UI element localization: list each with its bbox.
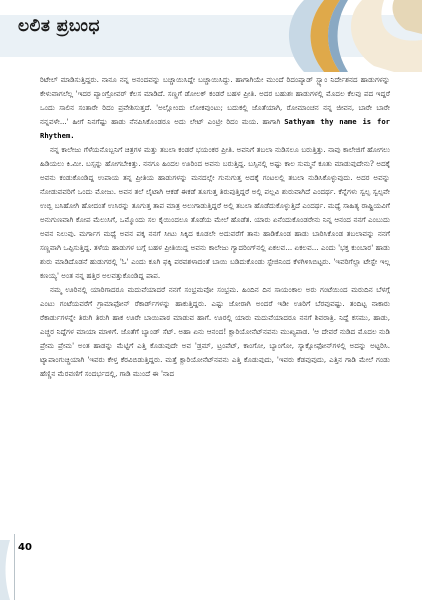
article-body (40, 73, 390, 381)
paragraph: ನನ್ನ ಕಾಲೇಜು ಗೆಳೆಯನೊಬ್ಬನಿಗೆ ಚಿತ್ರಗಳ ಮತ್ತು ತಬಲಾ ಕಂಡರೆ ಭಯಂಕರ ಪ್ರೀತಿ. ಅವನಿಗೆ ತಬಲಾ ನುಡಿಸಲೂ ಬರುತ್ತಿತ್ತು. ನಾವು ಕಾಲೇಜಿಗೆ ಹೋಗಲು ಹಿಡಿಯಲು ಕಿ.ಮೀ. ಬಸ್ಸನ್ನು ಹೋಗಬೇಕಿತ್ತು. ನನಗೂ ಹಿಂದಲ ಊರಿಂದ ಅವನು ಬರುತ್ತಿದ್ದ. ಬಸ್ಸಿನಲ್ಲಿ ಅಷ್ಟು ಕಾಲ ಸುಮ್ಮನೆ ಕೂತು ಮಾಡುವುದೇನು? ಅದಕ್ಕೆ ಅವನು ಕಂಡುಕೊಂಡಿದ್ದ ಉಪಾಯ ತನ್ನ ಪ್ರೀತಿಯ ಹಾಡುಗಳನ್ನು ಮನದಲ್ಲೇ ಗುನುಗುತ್ತ ಅದಕ್ಕೆ ಗಂಟಲಲ್ಲಿ ತಬಲಾ ನುಡಿಸಿಕೊಳ್ಳುವುದು. ಅದರ ಅವನ್ನು ನೋಡುವವರಿಗೆ ಒಂದು ಮೋಜು. ಅವನ ತಲೆ ಲೈಟಾಗಿ ಆಕಡೆ ಈಕಡೆ ತೂಗುತ್ತ ತಿರುಪುತ್ತಿದ್ದರೆ ಅಲ್ಲಿ ಪಲ್ಲವಿ ಶುರುವಾಗಿದೆ ಎಂದರ್ಥ. ಕೆನ್ನೆಗಳು ಸ್ವಲ್ಪ ಸ್ವಲ್ಪವೇ ಉಬ್ಬಿ ಬಸಿಹೋಗಿ ಹೋದಂತೆ ಉಸಿರನ್ನು ತೂಗುತ್ತ ತಾಪ ಮಾತ್ರ ಅಲುಗಾಡುತ್ತಿದ್ದರೆ ಅಲ್ಲಿ ತಬಲಾ ಹೊಡೆದುಕೊಳ್ಳುತ್ತಿದೆ ಎಂದರ್ಥ. ಮಧ್ಯೆ ಸಾಹಿತ್ಯ ರಾಷ್ಟ್ರಿಯವಿಗೆ ಅನುಗುಣವಾಗಿ ಕೋಪ ಮೆಲುಸಿಗೆ, ಒಮ್ಮೊಂದು ಸಲ ಕೈಯಿಂದಲೂ ತೊಡೆಯ ಮೇಲೆ ಹೊಡೆತ. ಯಾರು ಏನೆಂದುಕೊಂಡರೇನು ನಿನ್ನ ಆನಂದ ನನಗೆ ಎಂಬುದು ಅವನ ನಿಲುವು. ಮರ್ಗಾಗ ಮಧ್ಯೆ ಅವನ ಪಕ್ಕ ನನಗೆ ಸೀಟು ಸಿಕ್ಕಿದ ಕೂಡಲೇ ಅದುವರೆಗೆ ತಾನು ಹಾಡಿಕೊಂಡ ಹಾಡು ಬಾರಿಸಿಕೊಂಡ ತಬಲಾವನ್ನು ನನಗೆ ಸಣ್ಣವಾಗಿ ಒಪ್ಪಿಸುತ್ತಿದ್ದ. ತಳೆಯ ಹಾಡುಗಳ ಬಗ್ಗೆ ಬಹಳ ಪ್ರೀತಿಯಿದ್ದ ಅವನು ಕಾಲೇಜು ಗ್ಯಾದರಿಂಗ್‌ನಲ್ಲಿ ಏಕಲವ... ಏಕಲವ... ಎಂದು 'ಭಕ್ತ ಕುಂಬಾರ' ಹಾಡು ಶುರು ಮಾಡಿದೊಡನೆ ಹುಡುಗರಲ್ಲಿ 'ಓ' ಎಂದು ಕೂಗಿ ಫಕ್ಕಿ ಪರವಶಳಾದಂತೆ ಬಾಯಿ ಬಡಿದುಕೊಂಡು ಸ್ಟೇಜಿನಿಂದ ಕೆಳಗಿಳಿಸಿಬಿಟ್ಟರು. 'ಇವರಿಗೆಲ್ಲಾ ಟೇಸ್ಟೇ ಇಲ್ಲ ಕಣಯ್ಯ' ಅಂತ ನನ್ನ ಹತ್ತಿರ ಅಲವತ್ತುಕೊಂಡಿದ್ದ ಪಾಪ. (40, 145, 390, 280)
page-number: 40 (18, 542, 32, 553)
paragraph: ನಮ್ಮ ಊರಿನಲ್ಲಿ ಯಾರಿಗಾದರೂ ಮದುವೆಯಾದರೆ ನನಗೆ ಸಂಭ್ರಮವೋ ಸಂಭ್ರಮ. ಹಿಂದಿನ ದಿನ ಸಾಯಂಕಾಲ ಅರು ಗಂಟೆಯಿಂದ ಮರುದಿನ ಬೆಳಗ್ಗೆ ಎಂಟು ಗಂಟೆಯವರೆಗೆ ಗ್ರಾಮಾಫೋನ್ ರೆಕಾರ್ಡ್‌ಗಳನ್ನು ಹಾಕುತ್ತಿದ್ದರು. ಎಷ್ಟು ಜೋರಾಗಿ ಅಂದರೆ ಇಡೀ ಊರಿಗೆ ಬೆರವುವಷ್ಟು. ತಂದಿಟ್ಟ ನಾಕಾರು ರೆಕಾರ್ಡುಗಳನ್ನೇ ತಿರುಗಿ ತಿರುಗಿ ಹಾಕ ಊರೇ ಬಾಯಿಪಾಠ ಮಾಡುವ ಹಾಗೆ. ಊರಲ್ಲಿ ಯಾರು ಮದುವೆಯಾದರೂ ನನಗೆ ಶಿವರಾತ್ರಿ. ನಿದ್ದೆ ಕಸಮು, ಹಾಡು, ಎಚ್ಚರ ನಿದ್ದೆಗಳ ಮಾಯಾ ಮಾಳಿಗೆ. ಜೊತೆಗೆ ಬ್ಯಾಂಡ್ ಸೆಟ್. ಅಹಾ ಏನು ಆನಂದ! ಕ್ಲಾರಿಯೋನೆಟ್‌ನವನು ಮುಖ್ಯಪಾಡ. 'ಆ ದೇವರೆ ನುಡಿದ ಮೊದಲ ನುಡಿ ಪ್ರೇಮ ಪ್ರೇಮ' ಅಂತ ಹಾಡನ್ನು ಮೆಟ್ಟಿಗೆ ಎತ್ತಿ ಕೊಡುವುದೇ ಅವ 'ಡ್ರಮ್, ಟ್ರಂಪೆಟ್, ಕಾಂಗೋ, ಬ್ಯಾಂಗೋ, ಸ್ಯಾಕ್ಸೋಫೋನ್‌ಗಳಲ್ಲಿ ಅದನ್ನು ಅಟ್ಟರಿಸಿ. ಟ್ಯಾಪಾಂಗುಚ್ಚಿಯಾಗಿ 'ಇವರು ಕೇಳ್ತ ಕೆರವಿಬಿಡುತ್ತಿದ್ದರು. ಮತ್ತೆ ಕ್ಲಾರಿಯೋನೆಟ್‌ನವನು ಎತ್ತಿ ಕೊಡುವುದು, 'ಇವರು ಕೆಡವುವುದು, ಎತ್ತಿನ ಗಾಡಿ ಮೇಲೆ ಗಂಡು ಹೆಣ್ಣಿನ ಮೆರವಣಿಗೆ ಸಂದರ್ಭದಲ್ಲಿ, ಗಾಡಿ ಮುಂದೆ ಈ 'ನಾದ (40, 285, 390, 378)
decorative-corner-art (0, 540, 14, 600)
decorative-arc-art (244, 0, 422, 72)
section-header (0, 0, 422, 72)
section-title: ಲಲಿತ ಪ್ರಬಂಧ (18, 16, 100, 36)
emphasized-phrase: Sathyam thy name is for Rhythem. (40, 117, 390, 140)
paragraph: ರಿಟೇಲ್ ಮಾಡಿಸುತ್ತಿದ್ದರು. ನಾನೂ ನನ್ನ ಅನಂದವನ್ನು ಬಚ್ಚಾಯಿಸಿದ್ದೇ ಬಚ್ಚಾಯಿಸಿದ್ದು. ಹಾಗಾಗಿಯೇ ಮುಂದೆ ರಿದಂಪ್ಯಾಡ್ ಸ್ಟ್ಯಾಂ ನಿರ್ದೇಶನದ ಹಾಡುಗಳನ್ನು ಕೇಳುವಾಗಲೆಲ್ಲ 'ಇದರ ಪ್ಯಾಂಗ್ರೋವರ್ ಕೆಲಸ ಮಾಡಿದೆ. ಸಣ್ಣಗೆ ಡೋಲಕ್ ಕಂಡರೆ ಬಹಳ ಪ್ರೀತಿ. ಅದರ ಬಹುಶಃ ಹಾಡುಗಳಲ್ಲಿ ಮೊದಲ ಕೆಲವು ಪದ ಇದ್ದರೆ ಒಂದು ಸಾಲಿನ ಸಂತಾರೇ ರಿದಂ ಪ್ರವೇಶಿಸುತ್ತದೆ. 'ಅಲ್ಲೋಂದು ಲೋಕವುಂಟು; ಬದುಕಲ್ಲಿ ಜೊತೆಯಾಗಿ, ರೋಮಾಂಚನ ನನ್ನ ಜೀವನ, ಬಾರೇ ಬಾರೇ ನನ್ನವಳೇ...' ಹೀಗೆ ನಿನಗೆಷ್ಟು ಹಾಡು ನೆನಪಿಸಿಕೊಂಡರೂ ಅದು ಲೇಟ್ ಎಂಟ್ರೀ ರಿದಂ ಮಯ. ಹಾಗಾಗಿ Sathyam thy name is for Rhythem. (40, 75, 390, 140)
